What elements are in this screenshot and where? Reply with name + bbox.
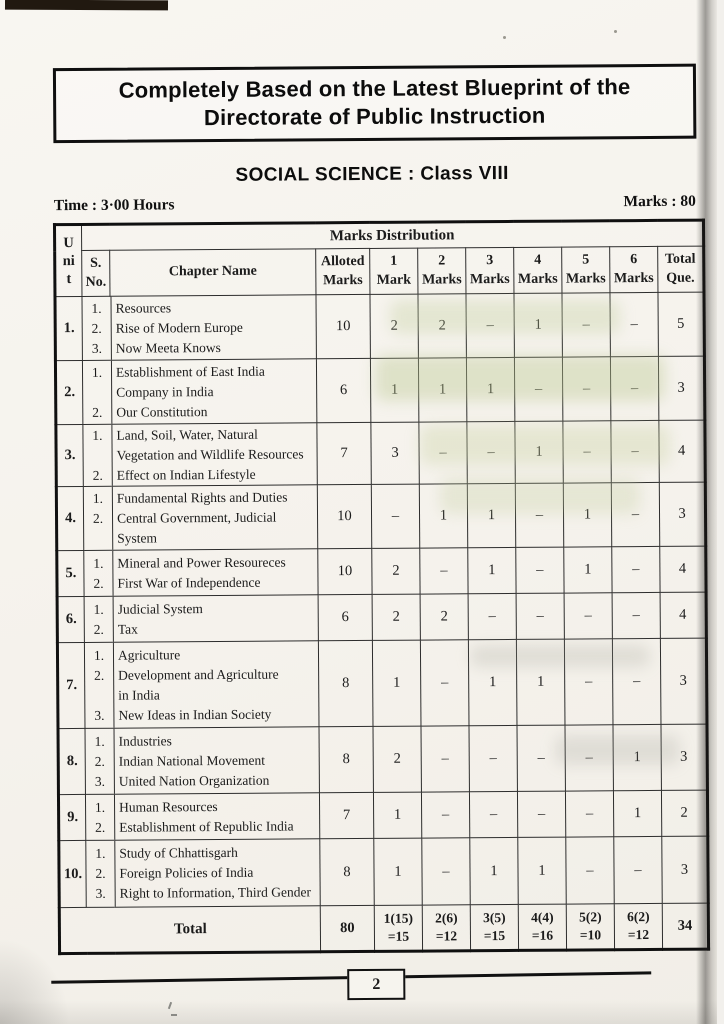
chapter-name: Now Meeta Knows bbox=[115, 339, 221, 356]
chapter-number bbox=[84, 445, 112, 465]
marks-5-cell: – bbox=[564, 639, 613, 725]
chapter-number bbox=[85, 685, 113, 705]
marks-2-cell: – bbox=[419, 422, 467, 484]
marks-distribution-header: Marks Distribution bbox=[81, 220, 703, 250]
marks-3-cell: 1 bbox=[468, 547, 516, 593]
chapter-list bbox=[85, 793, 319, 841]
total-questions-cell: 3 bbox=[662, 836, 708, 903]
alloted-marks-cell: 8 bbox=[319, 726, 373, 792]
chapter-name: System bbox=[117, 529, 157, 546]
chapter-list bbox=[86, 839, 320, 908]
chapter-line bbox=[86, 770, 319, 792]
marks-4-cell: – bbox=[515, 483, 563, 547]
total-2-marks-cell: 2(6) =12 bbox=[422, 905, 470, 951]
marks-label: Marks : 80 bbox=[623, 192, 696, 211]
col-header-2-marks: 2 Marks bbox=[418, 248, 466, 294]
unit-cell: 4. bbox=[56, 486, 83, 550]
marks-2-cell: – bbox=[421, 792, 469, 838]
chapter-line bbox=[84, 572, 317, 594]
chapter-line bbox=[85, 704, 318, 726]
marks-6-cell: – bbox=[610, 356, 658, 420]
marks-1-cell: 2 bbox=[372, 594, 420, 640]
show-through-blot bbox=[555, 735, 680, 765]
chapter-line bbox=[86, 816, 319, 838]
chapter-line bbox=[85, 684, 318, 706]
marks-4-cell: 1 bbox=[516, 639, 565, 725]
marks-3-cell: 1 bbox=[466, 357, 514, 421]
marks-4-cell: 1 bbox=[518, 837, 566, 904]
chapter-name: Tax bbox=[117, 621, 138, 637]
page-number-box bbox=[347, 969, 405, 1000]
chapter-line bbox=[83, 337, 316, 359]
chapter-number: 1. bbox=[91, 364, 103, 380]
chapter-number: 3. bbox=[91, 340, 102, 356]
total-questions-cell: 5 bbox=[658, 292, 704, 356]
marks-6-cell: – bbox=[612, 546, 660, 592]
ink-speck bbox=[503, 36, 506, 39]
col-header-1-mark: 1 Mark bbox=[370, 248, 418, 294]
unit-cell: 8. bbox=[58, 728, 85, 794]
scan-edge-bar bbox=[5, 0, 168, 10]
unit-row bbox=[57, 592, 706, 643]
chapter-name: Our Constitution bbox=[116, 403, 208, 420]
chapter-number: 1. bbox=[92, 490, 104, 506]
chapter-number: 2. bbox=[92, 510, 104, 526]
chapter-line bbox=[84, 464, 317, 486]
marks-6-cell: – bbox=[612, 638, 661, 724]
marks-5-cell: – bbox=[565, 725, 613, 791]
marks-4-cell: – bbox=[516, 593, 564, 639]
marks-2-cell: 1 bbox=[419, 484, 467, 548]
chapter-number: 1. bbox=[91, 300, 102, 316]
marks-5-cell: 1 bbox=[563, 483, 611, 547]
marks-2-cell: – bbox=[422, 838, 470, 905]
ink-speck bbox=[614, 30, 617, 33]
total-questions-cell: 4 bbox=[660, 592, 706, 638]
total-6-marks-cell: 6(2) =12 bbox=[614, 903, 662, 949]
chapter-line bbox=[83, 297, 316, 319]
chapter-line bbox=[84, 487, 317, 509]
chapter-line bbox=[85, 598, 318, 620]
col-header-alloted-marks: Alloted Marks bbox=[316, 248, 370, 294]
chapter-list bbox=[83, 485, 317, 551]
chapter-list bbox=[85, 727, 319, 795]
marks-3-cell: – bbox=[466, 293, 514, 357]
marks-3-cell: 1 bbox=[468, 639, 517, 725]
chapter-name: United Nation Organization bbox=[118, 772, 270, 789]
chapter-number: 2. bbox=[93, 575, 104, 591]
col-header-chapter-name: Chapter Name bbox=[110, 249, 316, 296]
chapter-name: Judicial System bbox=[117, 600, 203, 617]
chapter-number: 1. bbox=[93, 555, 104, 571]
chapter-number bbox=[84, 528, 112, 548]
chapter-name: Agriculture bbox=[117, 646, 181, 663]
marks-4-cell: – bbox=[517, 791, 565, 837]
chapter-name: Indian National Movement bbox=[118, 752, 265, 769]
show-through-blot bbox=[440, 478, 640, 514]
marks-1-cell: 2 bbox=[373, 726, 421, 792]
meta-row bbox=[54, 193, 696, 215]
chapter-line bbox=[83, 401, 316, 423]
banner-line2: Directorate of Public Instruction bbox=[203, 102, 546, 131]
unit-cell: 3. bbox=[56, 424, 83, 486]
marks-1-cell: 2 bbox=[370, 294, 418, 358]
unit-cell: 9. bbox=[58, 794, 85, 840]
chapter-line bbox=[85, 618, 318, 640]
chapter-number: 2. bbox=[92, 404, 103, 420]
chapter-number: 2. bbox=[94, 667, 105, 683]
chapter-number: 1. bbox=[92, 427, 103, 443]
chapter-name: Foreign Policies of India bbox=[119, 864, 254, 881]
unit-column-header: U ni t bbox=[54, 224, 82, 296]
chapter-name: Fundamental Rights and Duties bbox=[116, 489, 288, 506]
unit-row bbox=[58, 790, 707, 841]
chapter-line bbox=[86, 796, 319, 818]
chapter-name: Central Government, Judicial bbox=[116, 509, 277, 526]
chapter-name: Right to Information, Third Gender bbox=[119, 884, 312, 901]
chapter-list bbox=[84, 641, 319, 729]
alloted-marks-cell: 10 bbox=[318, 548, 372, 594]
chapter-number: 2. bbox=[95, 865, 106, 881]
chapter-line bbox=[84, 507, 317, 529]
marks-3-cell: – bbox=[469, 791, 517, 837]
banner bbox=[53, 64, 697, 143]
marks-3-cell: – bbox=[467, 421, 515, 483]
chapter-line bbox=[84, 527, 317, 549]
chapter-line bbox=[85, 664, 318, 686]
alloted-marks-cell: 6 bbox=[316, 358, 370, 422]
total-4-marks-cell: 4(4) =16 bbox=[518, 904, 566, 950]
chapter-line bbox=[83, 424, 316, 446]
marks-6-cell: – bbox=[611, 482, 659, 546]
chapter-name: Establishment of Republic India bbox=[119, 817, 294, 835]
marks-1-cell: 2 bbox=[372, 548, 420, 594]
marks-4-cell: – bbox=[514, 357, 562, 421]
chapter-line bbox=[86, 842, 319, 864]
right-margin bbox=[717, 0, 724, 1024]
marks-4-cell: 1 bbox=[514, 293, 562, 357]
chapter-number: 1. bbox=[95, 845, 106, 861]
chapter-line bbox=[83, 317, 316, 339]
col-header-total-que: Total Que. bbox=[658, 246, 704, 292]
chapter-number: 2. bbox=[94, 753, 105, 769]
chapter-number: 1. bbox=[93, 647, 105, 663]
alloted-marks-cell: 7 bbox=[317, 422, 371, 484]
col-header-5-marks: 5 Marks bbox=[562, 247, 610, 293]
chapter-line bbox=[84, 552, 317, 574]
marks-2-cell: – bbox=[420, 640, 469, 726]
marks-5-cell: – bbox=[562, 357, 610, 421]
marks-1-cell: 3 bbox=[371, 422, 419, 484]
unit-cell: 10. bbox=[59, 840, 86, 907]
unit-row bbox=[59, 836, 708, 908]
total-5-marks-cell: 5(2) =10 bbox=[566, 904, 614, 950]
chapter-line bbox=[83, 381, 316, 403]
page-number: 2 bbox=[372, 975, 381, 993]
marks-2-cell: – bbox=[421, 726, 469, 792]
chapter-name: Vegetation and Wildlife Resources bbox=[116, 445, 304, 463]
col-header-6-marks: 6 Marks bbox=[610, 246, 658, 292]
chapter-number: 2. bbox=[95, 819, 106, 835]
marks-1-cell: 1 bbox=[373, 792, 421, 838]
alloted-marks-cell: 8 bbox=[320, 838, 374, 905]
chapter-number: 3. bbox=[94, 707, 105, 723]
total-1-mark-cell: 1(15) =15 bbox=[374, 905, 422, 951]
subject-title: SOCIAL SCIENCE : Class VIII bbox=[235, 162, 509, 186]
total-alloted-marks-cell: 80 bbox=[320, 905, 374, 951]
marks-6-cell: 1 bbox=[613, 790, 661, 836]
time-label: Time : 3·00 Hours bbox=[53, 196, 175, 215]
marks-2-cell: 2 bbox=[418, 294, 466, 358]
banner-line1: Completely Based on the Latest Blueprint of the bbox=[118, 74, 631, 103]
chapter-number: 1. bbox=[94, 733, 105, 749]
show-through-blot bbox=[420, 425, 670, 465]
marks-3-cell: – bbox=[469, 725, 517, 791]
alloted-marks-cell: 6 bbox=[318, 594, 372, 640]
chapter-number: 3. bbox=[94, 773, 105, 789]
marks-2-cell: 1 bbox=[418, 358, 466, 422]
chapter-name: Human Resources bbox=[118, 798, 218, 815]
col-header-4-marks: 4 Marks bbox=[514, 247, 562, 293]
chapter-number: 1. bbox=[93, 601, 104, 617]
marks-5-cell: – bbox=[562, 293, 610, 357]
chapter-line bbox=[85, 644, 318, 666]
marks-5-cell: – bbox=[565, 791, 613, 837]
marks-4-cell: 1 bbox=[515, 421, 563, 483]
total-label: Total bbox=[59, 906, 320, 954]
unit-cell: 5. bbox=[57, 550, 84, 596]
chapter-name: Resources bbox=[115, 299, 172, 316]
chapter-name: Effect on Indian Lifestyle bbox=[116, 466, 256, 483]
chapter-name: Development and Agriculture bbox=[118, 666, 279, 683]
unit-cell: 2. bbox=[55, 360, 82, 424]
chapter-line bbox=[87, 882, 320, 904]
total-questions-cell: 3 bbox=[658, 356, 704, 420]
chapter-line bbox=[86, 750, 319, 772]
chapter-name: New Ideas in Indian Society bbox=[118, 706, 272, 723]
total-questions-cell: 2 bbox=[661, 790, 707, 836]
marks-5-cell: – bbox=[563, 421, 611, 483]
bottom-shadow bbox=[0, 1000, 724, 1024]
total-questions-cell: 34 bbox=[662, 903, 708, 949]
chapter-list bbox=[82, 359, 316, 425]
marks-1-cell: 1 bbox=[372, 640, 421, 726]
unit-cell: 1. bbox=[55, 296, 82, 360]
alloted-marks-cell: 10 bbox=[316, 294, 370, 358]
total-row bbox=[59, 903, 708, 954]
marks-5-cell: – bbox=[564, 593, 612, 639]
col-header-3-marks: 3 Marks bbox=[466, 247, 514, 293]
chapter-number: 1. bbox=[94, 799, 106, 815]
pencil-mark bbox=[171, 1014, 177, 1016]
show-through-blot bbox=[375, 355, 665, 401]
chapter-number: 2. bbox=[93, 621, 104, 637]
marks-3-cell: – bbox=[468, 593, 516, 639]
marks-5-cell: 1 bbox=[564, 547, 612, 593]
marks-2-cell: 2 bbox=[420, 594, 468, 640]
total-questions-cell: 3 bbox=[661, 724, 707, 790]
marks-6-cell: – bbox=[611, 420, 659, 482]
total-questions-cell: 4 bbox=[659, 420, 705, 482]
marks-3-cell: 1 bbox=[470, 837, 518, 904]
marks-5-cell: – bbox=[566, 837, 614, 904]
chapter-number: 2. bbox=[91, 320, 102, 336]
chapter-name: Industries bbox=[118, 732, 172, 749]
show-through-blot bbox=[390, 300, 620, 334]
unit-cell: 6. bbox=[57, 596, 84, 642]
total-questions-cell: 3 bbox=[659, 482, 705, 546]
chapter-line bbox=[86, 730, 319, 752]
unit-cell: 7. bbox=[57, 642, 85, 728]
marks-2-cell: – bbox=[420, 548, 468, 594]
marks-6-cell: – bbox=[614, 836, 662, 903]
alloted-marks-cell: 8 bbox=[318, 640, 373, 726]
col-header-sno: S. No. bbox=[82, 250, 110, 296]
show-through-blot bbox=[470, 645, 650, 667]
chapter-list bbox=[82, 295, 316, 361]
chapter-number: 3. bbox=[95, 885, 106, 901]
alloted-marks-cell: 7 bbox=[319, 792, 373, 838]
chapter-name: Land, Soil, Water, Natural bbox=[116, 426, 258, 443]
marks-4-cell: – bbox=[517, 725, 565, 791]
chapter-name: Establishment of East India bbox=[115, 363, 265, 380]
chapter-name: in India bbox=[118, 686, 160, 703]
corner-shadow bbox=[0, 938, 70, 1024]
total-3-marks-cell: 3(5) =15 bbox=[470, 904, 518, 950]
marks-6-cell: – bbox=[610, 292, 658, 356]
marks-4-cell: – bbox=[516, 547, 564, 593]
marks-6-cell: – bbox=[612, 592, 660, 638]
alloted-marks-cell: 10 bbox=[317, 484, 371, 548]
chapter-line bbox=[84, 444, 317, 466]
marks-1-cell: – bbox=[371, 484, 419, 548]
chapter-line bbox=[83, 361, 316, 383]
chapter-number bbox=[83, 382, 111, 402]
total-questions-cell: 4 bbox=[660, 546, 706, 592]
chapter-number: 2. bbox=[92, 467, 103, 483]
page-curl-shadow bbox=[696, 0, 717, 1024]
marks-6-cell: 1 bbox=[613, 724, 661, 790]
marks-1-cell: 1 bbox=[374, 838, 422, 905]
unit-row bbox=[57, 546, 706, 597]
chapter-list bbox=[84, 549, 318, 597]
chapter-list bbox=[84, 595, 318, 643]
chapter-name: Study of Chhattisgarh bbox=[119, 844, 238, 861]
chapter-name: Mineral and Power Resoureces bbox=[117, 554, 286, 571]
marks-3-cell: 1 bbox=[467, 483, 515, 547]
chapter-name: Rise of Modern Europe bbox=[115, 319, 243, 336]
chapter-list bbox=[83, 423, 317, 487]
total-questions-cell: 3 bbox=[660, 638, 707, 724]
chapter-name: Company in India bbox=[116, 383, 214, 400]
chapter-line bbox=[86, 862, 319, 884]
chapter-name: First War of Independence bbox=[117, 574, 261, 591]
marks-1-cell: 1 bbox=[370, 358, 418, 422]
